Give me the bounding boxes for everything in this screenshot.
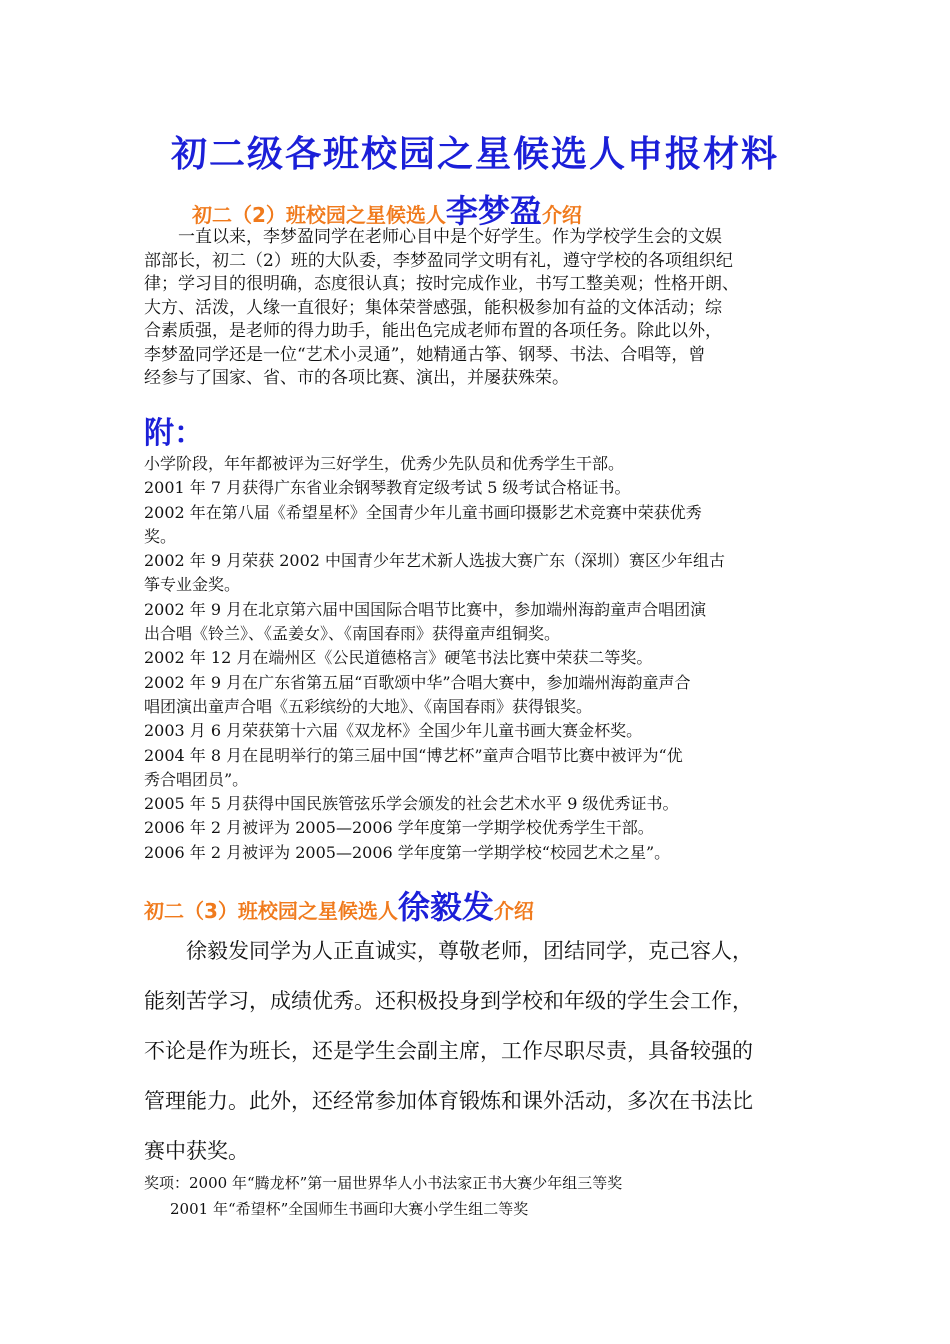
award-line: 2002 年 9 月在广东省第五届“百歌颂中华”合唱大赛中，参加端州海韵童声合 xyxy=(144,672,691,692)
award-line: 奖。 xyxy=(144,526,177,546)
paragraph-line: 管理能力。此外，还经常参加体育锻炼和课外活动，多次在书法比 xyxy=(144,1089,753,1113)
award-line: 2002 年 9 月在北京第六届中国国际合唱节比赛中，参加端州海韵童声合唱团演 xyxy=(144,599,707,619)
section2-award-list xyxy=(144,1170,622,1222)
paragraph-line: 李梦盈同学还是一位“艺术小灵通”，她精通古筝、钢琴、书法、合唱等，曾 xyxy=(144,344,706,365)
paragraph-line: 部部长，初二（2）班的大队委，李梦盈同学文明有礼，遵守学校的各项组织纪 xyxy=(144,250,733,271)
award-line: 出合唱《铃兰》、《孟姜女》、《南国春雨》获得童声组铜奖。 xyxy=(144,624,561,644)
paragraph-line: 能刻苦学习，成绩优秀。还积极投身到学校和年级的学生会工作， xyxy=(144,989,753,1013)
document-title: 初二级各班校园之星候选人申报材料 xyxy=(170,134,779,175)
section1-award-list xyxy=(144,452,816,865)
section2-heading-prefix: 初二（3）班校园之星候选人 xyxy=(144,899,398,923)
paragraph-line: 不论是作为班长，还是学生会副主席，工作尽职尽责，具备较强的 xyxy=(144,1039,753,1063)
paragraph-line: 经参与了国家、省、市的各项比赛、演出，并屡获殊荣。 xyxy=(144,368,569,388)
award-line: 奖项：2000 年“腾龙杯”第一届世界华人小书法家正书大赛少年组三等奖 xyxy=(144,1174,623,1192)
award-line: 2004 年 8 月在昆明举行的第三届中国“博艺杯”童声合唱节比赛中被评为“优 xyxy=(144,745,683,765)
award-line: 秀合唱团员”。 xyxy=(144,769,249,789)
section1-candidate-name: 李梦盈 xyxy=(445,192,542,230)
paragraph-line: 徐毅发同学为人正直诚实，尊敬老师，团结同学，克己容人， xyxy=(144,939,753,963)
paragraph-line: 一直以来，李梦盈同学在老师心目中是个好学生。作为学校学生会的文娱 xyxy=(144,227,722,247)
award-line: 2002 年 12 月在端州区《公民道德格言》硬笔书法比赛中荣获二等奖。 xyxy=(144,648,653,668)
paragraph-line: 大方、活泼，人缘一直很好；集体荣誉感强，能积极参加有益的文体活动；综 xyxy=(144,297,722,318)
appendix-label: 附： xyxy=(144,416,204,451)
award-line: 2001 年 7 月获得广东省业余钢琴教育定级考试 5 级考试合格证书。 xyxy=(144,478,631,498)
award-line: 小学阶段，年年都被评为三好学生，优秀少先队员和优秀学生干部。 xyxy=(144,454,625,473)
award-line: 2005 年 5 月获得中国民族管弦乐学会颁发的社会艺术水平 9 级优秀证书。 xyxy=(144,794,679,814)
paragraph-line: 合素质强，是老师的得力助手，能出色完成老师布置的各项任务。除此以外， xyxy=(144,321,722,341)
section2-heading-suffix: 介绍 xyxy=(493,899,534,923)
section2-candidate-name: 徐毅发 xyxy=(397,888,494,926)
paragraph-line: 律；学习目的很明确，态度很认真；按时完成作业，书写工整美观；性格开朗、 xyxy=(144,274,739,294)
section2-heading xyxy=(144,882,534,928)
award-line: 2003 月 6 月荣获第十六届《双龙杯》全国少年儿童书画大赛金杯奖。 xyxy=(144,721,643,741)
award-line: 筝专业金奖。 xyxy=(144,575,241,595)
award-line: 2002 年在第八届《希望星杯》全国青少年儿童书画印摄影艺术竞赛中荣获优秀 xyxy=(144,502,702,522)
award-line: 2006 年 2 月被评为 2005—2006 学年度第一学期学校“校园艺术之星”。 xyxy=(144,842,671,862)
paragraph-line: 赛中获奖。 xyxy=(144,1139,249,1163)
section2-paragraph xyxy=(144,926,816,1176)
award-line: 2006 年 2 月被评为 2005—2006 学年度第一学期学校优秀学生干部。 xyxy=(144,818,654,838)
section1-paragraph xyxy=(144,226,816,391)
award-line: 唱团演出童声合唱《五彩缤纷的大地》、《南国春雨》获得银奖。 xyxy=(144,696,593,716)
section1-heading-suffix: 介绍 xyxy=(541,203,582,227)
award-line: 2001 年“希望杯”全国师生书画印大赛小学生组二等奖 xyxy=(170,1200,529,1218)
section1-heading-prefix: 初二（2）班校园之星候选人 xyxy=(192,203,446,227)
award-line: 2002 年 9 月荣获 2002 中国青少年艺术新人选拔大赛广东（深圳）赛区少年组古 xyxy=(144,551,726,571)
